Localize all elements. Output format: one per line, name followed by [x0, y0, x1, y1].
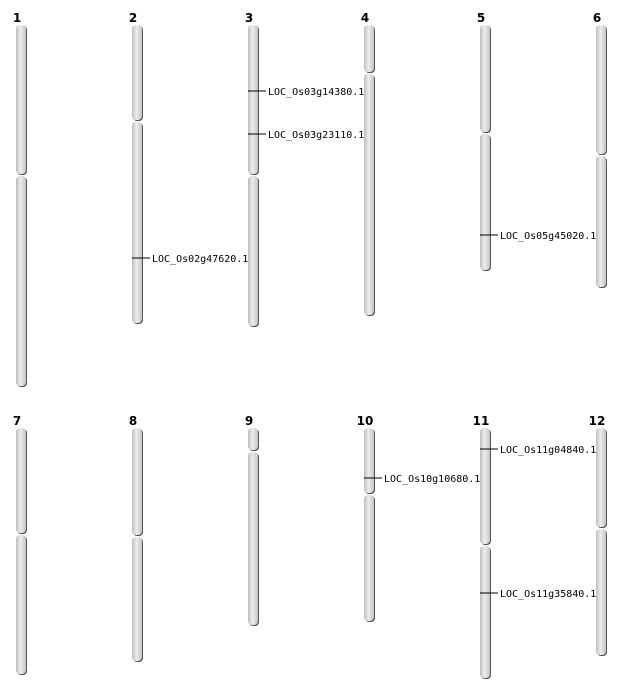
- chromosome-5-p-arm: [480, 25, 491, 133]
- chromosome-12-q-arm: [596, 529, 607, 656]
- chromosome-4: [361, 11, 375, 316]
- chromosome-3-p-arm: [248, 25, 259, 175]
- gene-label: LOC_Os02g47620.1: [152, 254, 249, 265]
- gene-marker: [248, 87, 364, 98]
- chromosome-label: 4: [360, 11, 370, 25]
- chromosome-1-q-arm: [16, 176, 27, 387]
- chromosome-12-p-arm: [596, 428, 607, 528]
- gene-label: LOC_Os11g35840.1: [500, 589, 597, 600]
- chromosome-label: 8: [128, 414, 138, 428]
- chromosome-label: 7: [12, 414, 22, 428]
- chromosome-9-p-arm: [248, 428, 259, 451]
- chromosome-label: 5: [476, 11, 486, 25]
- chromosome-11: [473, 414, 491, 679]
- chromosome-label: 6: [592, 11, 602, 25]
- chromosome-1: [13, 11, 27, 387]
- gene-marker: [248, 130, 364, 141]
- gene-marker: [480, 445, 596, 456]
- chromosome-label: 10: [356, 414, 374, 428]
- chromosome-2-q-arm: [132, 122, 143, 324]
- chromosome-label: 3: [244, 11, 254, 25]
- gene-marker: [480, 589, 596, 600]
- chromosome-4-p-arm: [364, 25, 375, 73]
- chromosome-10: [357, 414, 375, 622]
- chromosome-6-p-arm: [596, 25, 607, 155]
- gene-label: LOC_Os05g45020.1: [500, 231, 597, 242]
- gene-label: LOC_Os03g14380.1: [268, 87, 365, 98]
- chromosome-7: [13, 414, 27, 675]
- chromosome-label: 9: [244, 414, 254, 428]
- gene-marker: [480, 231, 596, 242]
- gene-marker: [364, 474, 480, 485]
- chromosome-7-q-arm: [16, 535, 27, 675]
- chromosomes-layer: [13, 11, 607, 679]
- chromosome-7-p-arm: [16, 428, 27, 534]
- chromosome-label: 1: [12, 11, 22, 25]
- chromosome-9-q-arm: [248, 452, 259, 626]
- chromosome-label: 11: [472, 414, 490, 428]
- chromosome-4-q-arm: [364, 74, 375, 316]
- chromosome-5-q-arm: [480, 134, 491, 271]
- chromosome-3-q-arm: [248, 176, 259, 327]
- chromosome-label: 12: [588, 414, 606, 428]
- chromosome-6-q-arm: [596, 156, 607, 288]
- chromosome-8: [129, 414, 143, 662]
- gene-label: LOC_Os10g10680.1: [384, 474, 481, 485]
- gene-marker: [132, 254, 248, 265]
- chromosome-2: [129, 11, 143, 324]
- chromosome-10-p-arm: [364, 428, 375, 494]
- chromosome-6: [593, 11, 607, 288]
- chromosome-1-p-arm: [16, 25, 27, 175]
- chromosome-11-q-arm: [480, 546, 491, 679]
- chromosome-11-p-arm: [480, 428, 491, 545]
- chromosome-3: [245, 11, 259, 327]
- gene-label: LOC_Os11g04840.1: [500, 445, 597, 456]
- chromosome-8-q-arm: [132, 537, 143, 662]
- chromosome-8-p-arm: [132, 428, 143, 536]
- chromosome-10-q-arm: [364, 495, 375, 622]
- chromosome-9: [245, 414, 259, 626]
- gene-label: LOC_Os03g23110.1: [268, 130, 365, 141]
- chromosome-5: [477, 11, 491, 271]
- chromosome-label: 2: [128, 11, 138, 25]
- chromosome-2-p-arm: [132, 25, 143, 121]
